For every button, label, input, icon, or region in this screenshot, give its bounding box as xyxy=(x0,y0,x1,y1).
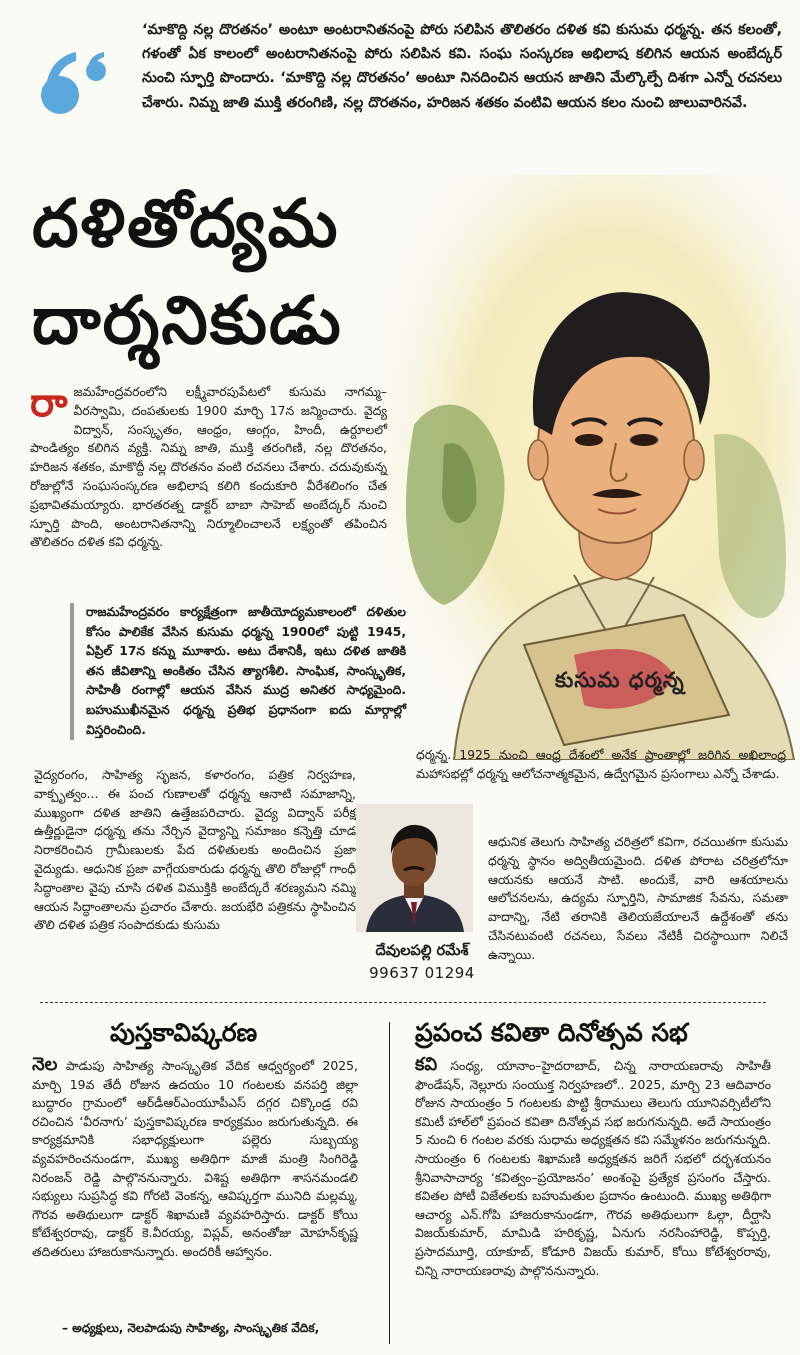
section-divider xyxy=(40,1002,766,1003)
poetry-festival-text: సంధ్య, యానాం–హైదరాబాద్, చిన్న నారాయణరావు సాహితీ ఫౌండేషన్, నెల్లూరు సంయుక్త నిర్వహణలో.. 2025, మార్చి 23 ఆదివారం రోజున సాయంత్రం 5 గంటలకు పొట్టి శ్రీరాములు తెలుగు యూనివర్సిటీలోని కమిటీ హాల్‌లో ప్రపంచ కవితా దినోత్సవ సభ జరుగనున్నది. అదే సాయంత్రం 5 నుంచి 6 గంటల వరకు సుధామ అధ్యక్షతన కవి సమ్మేళనం జరుగనున్నది. సాయంత్రం 6 గంటలకు శిఖామణి అధ్యక్షతన జరిగే సభలో దర్భశయనం శ్రీనివాసాచార్య ‘కవిత్వం–ప్రయోజనం’ అంశంపై ప్రత్యేక ప్రసంగం చేస్తారు. కవితల పోటీ విజేతలకు బహుమతుల ప్రదానం ఉంటుంది. ముఖ్య అతిథిగా ఆచార్య ఎన్.గోపి హాజరుకానుండగా, గౌరవ అతిథులుగా ఓల్గా, దీర్ఘాసి విజయ్‌కుమార్, మామిడి హరికృష్ణ, ఏనుగు నరసింహారెడ్డి, కొప్పర్తి, ప్రసాదమూర్తి, యాకూబ్, కోడూరి విజయ్ కుమార్, కోయి కోటేశ్వరరావు, చిన్ని నారాయణరావు పాల్గొననున్నారు. xyxy=(415,1058,771,1278)
author-name: దేవులపల్లి రమేశ్ xyxy=(375,943,469,959)
pull-quote: రాజమహేంద్రవరం కార్యక్షేత్రంగా జాతీయోద్యమకాలంలో దళితుల కోసం పాలికేక వేసిన కుసుమ ధర్మన్న 1900లో పుట్టి 1945, ఏప్రిల్ 17న కన్ను మూశారు. అటు దేశానికీ, ఇటు దళిత జాతికి తన జీవితాన్ని అంకితం చేసిన త్యాగశీలి. సాంఘిక, సాంస్కృతిక, సాహితీ రంగాల్లో ఆయన వేసిన ముద్ర అనితర సాధ్యమైంది. బహుముఖీనమైన ధర్మన్న ప్రతిభ ప్రధానంగా ఐదు మార్గాల్లో విస్తరించింది. xyxy=(70,603,406,740)
book-launch-title: పుస్తకావిష్కరణ xyxy=(110,1018,258,1047)
article-paragraph-3: ధర్మన్న. 1925 నుంచి ఆంధ్ర దేశంలో అనేక ప్రాంతాల్లో జరిగిన అఖిలాంధ్ర మహాసభల్లో ధర్మన్న ఆలోచనాత్మకమైన, ఉద్వేగమైన ప్రసంగాలు ఎన్నో చేశాడు. xyxy=(416,747,786,781)
article-paragraph-1 xyxy=(30,380,387,552)
poetry-festival-first-word: కవి xyxy=(415,1054,438,1075)
headline-line-2: దార్శనికుడు xyxy=(32,282,343,359)
book-launch-first-word: నెల xyxy=(32,1054,58,1075)
article-paragraph-1-text: జమహేంద్రవరంలోని లక్ష్మీవారపుపేటలో కుసుమ నాగమ్మ–వీరస్వామి, దంపతులకు 1900 మార్చి 17న జన్మించారు. వైద్య విద్వాన్, సంస్కృతం, ఆంధ్రం, ఆంగ్లం, హిందీ, ఉర్దూలలో పాండిత్యం కలిగిన వ్యక్తి. నిమ్న జాతి, ముక్తి తరంగిణి, నల్ల దొరతనం, హరిజన శతకం, మాకొద్దీ నల్ల దొరతనం వంటి రచనలు చేశారు. చదువుకున్న రోజుల్లోనే సంఘసంస్కరణ అభిలాష కలిగి కందుకూరి వీరేశలింగం చేత ప్రభావితమయ్యారు. భారతరత్న డాక్టర్ బాబా సాహెబ్ అంబేద్కర్ నుంచి స్ఫూర్తి పొంది, అంటరానితనాన్ని నిర్మూలించాలనే లక్ష్యంతో తపించిన తొలితరం దళిత కవి ధర్మన్న. xyxy=(30,384,387,550)
quote-mark-icon xyxy=(38,48,120,118)
poetry-festival-body xyxy=(415,1056,771,1280)
article-paragraph-2: వైద్యరంగం, సాహిత్య సృజన, కళారంగం, పత్రిక నిర్వహణ, వాక్పృత్వం... ఈ పంచ గుణాలతో ధర్మన్న ఆనాటి సమాజాన్ని, ముఖ్యంగా దళిత జాతిని ఉత్తేజపరిచారు. వైద్య విద్వాన్ పరీక్ష ఉత్తీర్ణుడైనా ధర్మన్న తను నేర్చిన వైద్యాన్ని సమాజం కన్నెత్తి చూడ నిరాకరించిన గ్రామీణులకు పేద దళితులకు అందించిన ప్రజా వైద్యుడు. ఆధునిక ప్రజా వాగ్గేయకారుడు ధర్మన్న తొలి రోజుల్లో గాంధీ సిద్ధాంతాల వైపు చూసి దళిత విముక్తికి అంబేద్కరే శరణ్యమని నమ్మి ఆయన సిద్ధాంతాలను ప్రచారం చేశారు. జయభేరి పత్రికను స్థాపించిన తొలి దళిత పత్రిక సంపాదకుడు కుసుమ xyxy=(34,767,356,933)
headline-line-1: దళితోద్యమ xyxy=(32,185,340,262)
author-phone: 99637 01294 xyxy=(369,964,475,982)
drop-cap: రా xyxy=(30,380,68,426)
intro-paragraph: ‘మాకొద్ది నల్ల దొరతనం’ అంటూ అంటరానితనంపై పోరు సలిపిన తొలితరం దళిత కవి కుసుమ ధర్మన్న. తన కలంతో, గళంతో ఏక కాలంలో అంటరానితనంపై పోరు సలిపిన కవి. సంఘ సంస్కరణ అభిలాష కలిగిన ఆయన అంబేద్కర్ నుంచి స్ఫూర్తి పొందారు. ‘మాకొద్ది నల్ల దొరతనం’ అంటూ నినదించిన ఆయన జాతిని మేల్కొల్పే దిశగా ఎన్నో రచనలు చేశారు. నిమ్న జాతి ముక్తి తరంగిణి, నల్ల దొరతనం, హరిజన శతకం వంటివి ఆయన కలం నుంచి జాలువారినవే. xyxy=(142,22,782,111)
book-launch-body xyxy=(32,1056,358,1262)
column-divider xyxy=(389,1022,390,1344)
author-photo xyxy=(356,804,473,932)
poetry-festival-title: ప్రపంచ కవితా దినోత్సవ సభ xyxy=(415,1018,688,1047)
book-launch-signoff: – అధ్యక్షులు, నెలపాడుపు సాహిత్య, సాంస్కృతిక వేదిక, xyxy=(62,1321,320,1335)
book-launch-text: పాడుపు సాహిత్య సాంస్కృతిక వేదిక ఆధ్వర్యంలో 2025, మార్చి 19వ తేదీ రోజున ఉదయం 10 గంటలకు వనపర్తి జిల్లా బుద్ధారం గ్రామంలో ఆర్‌డీఆర్‌ఎంయూపీఎస్ దగ్గర చిక్కొండ్ర రవి రచించిన ‘వీరనాగు’ పుస్తకావిష్కరణ కార్యక్రమం జరుగుతున్నది. ఈ కార్యక్రమానికి సభాధ్యక్షులుగా పల్లెరు సుబ్బయ్య వ్యవహరించనుండగా, ముఖ్య అతిథిగా మాజీ మంత్రి సింగిరెడ్డి నిరంజన్ రెడ్డి పాల్గొననున్నారు. విశిష్ట అతిథిగా శాసనమండలి సభ్యులు సుప్రసిద్ధ కవి గోరటి వెంకన్న, ఆవిష్కర్తగా మునిది మల్లమ్మ, గౌరవ అతిథులుగా డాక్టర్ శిఖామణి వ్యవహరిస్తారు. డాక్టర్ కోయి కోటేశ్వరరావు, డాక్టర్ కె.వీరయ్య, విప్లవ్, అనంతోజు మోహన్‌కృష్ణ తదితరులు హాజరుకానున్నారు. అందరికీ ఆహ్వానం. xyxy=(32,1058,358,1259)
portrait-caption: కుసుమ ధర్మన్న xyxy=(555,668,685,692)
article-paragraph-4: ఆధునిక తెలుగు సాహిత్య చరిత్రలో కవిగా, రచయితగా కుసుమ ధర్మన్న స్థానం అద్వితీయమైంది. దళిత పోరాట చరిత్రలోనూ ఆయనకు ఆయనే సాటి. అందుకే, వారి ఆశయాలను ఆలోచనలను, ఉద్యమ స్ఫూర్తిని, సామాజిక సేవను, సమతా వాదాన్ని, నేటి తరానికి తెలియజేయాలనే ఉద్దేశంతో తను చేసినటువంటి రచనలు, సేవలు నేటికీ చిరస్థాయిగా నిలిచే ఉన్నాయి. xyxy=(488,834,788,962)
